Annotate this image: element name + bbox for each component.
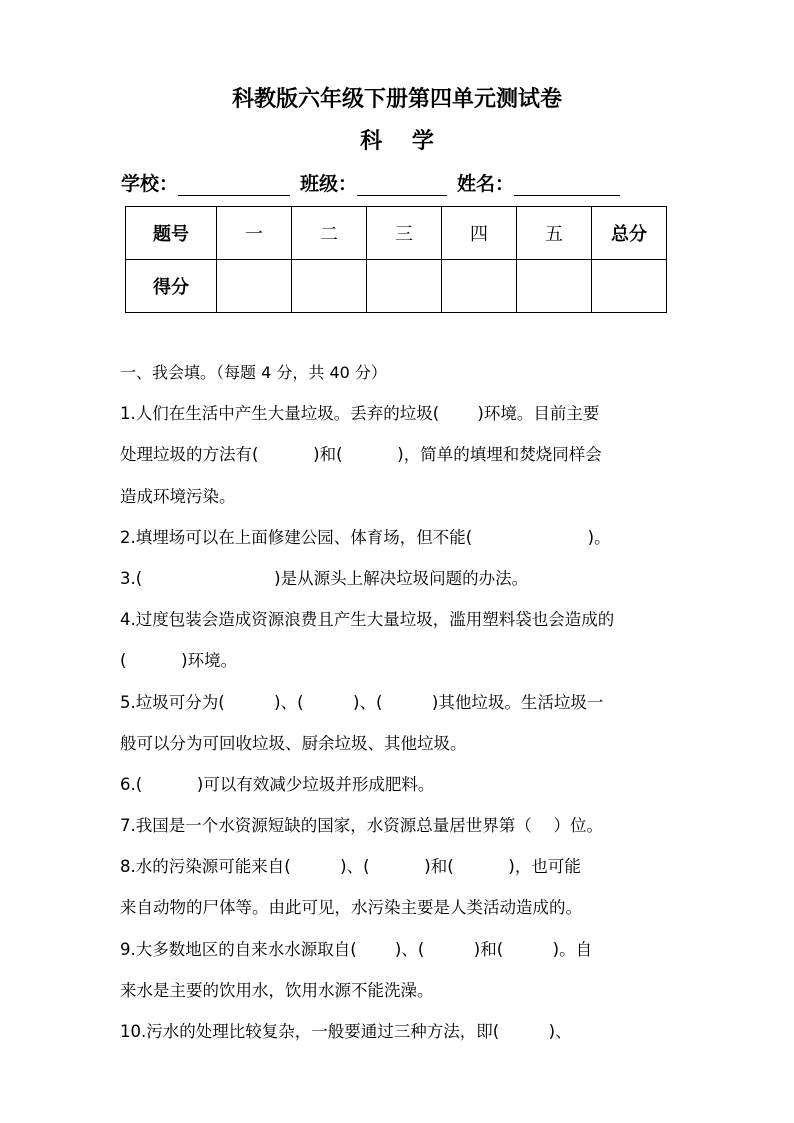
score-row-label: 得分: [126, 260, 217, 313]
question-line: ( )环境。: [120, 651, 238, 671]
table-header-cell: 五: [517, 207, 592, 260]
question-line: 2.填埋场可以在上面修建公园、体育场，但不能( )。: [120, 527, 611, 547]
score-cell[interactable]: [367, 260, 442, 313]
name-field[interactable]: [514, 175, 620, 196]
question-line: 9.大多数地区的自来水水源取自( )、( )和( )。自: [120, 939, 593, 959]
question-section: [120, 352, 680, 1052]
page-title: 科教版六年级下册第四单元测试卷: [231, 86, 562, 112]
table-header-cell: 题号: [126, 207, 217, 260]
question-line: 造成环境污染。: [120, 486, 236, 506]
table-header-cell: 总分: [592, 207, 667, 260]
question-line: 8.水的污染源可能来自( )、( )和( )，也可能: [120, 857, 581, 877]
question-line: 4.过度包装会造成资源浪费且产生大量垃圾，滥用塑料袋也会造成的: [120, 610, 615, 630]
question-line: 1.人们在生活中产生大量垃圾。丢弃的垃圾( )环境。目前主要: [120, 404, 600, 424]
subject-heading: 科 学: [360, 128, 434, 154]
name-label: 姓名：: [457, 173, 515, 195]
question-line: 10.污水的处理比较复杂，一般要通过三种方法，即( )、: [120, 1022, 572, 1041]
question-line: 7.我国是一个水资源短缺的国家，水资源总量居世界第（ ）位。: [120, 816, 603, 836]
question-line: 处理垃圾的方法有( )和( )，简单的填埋和焚烧同样会: [120, 445, 602, 465]
score-table-header-row: [126, 207, 667, 260]
question-line: 来自动物的尸体等。由此可见，水污染主要是人类活动造成的。: [120, 898, 582, 918]
table-header-cell: 一: [217, 207, 292, 260]
table-header-cell: 三: [367, 207, 442, 260]
school-field[interactable]: [178, 175, 290, 196]
question-line: 来水是主要的饮用水，饮用水源不能洗澡。: [120, 980, 434, 1000]
score-cell[interactable]: [442, 260, 517, 313]
score-cell[interactable]: [292, 260, 367, 313]
section-heading: 一、我会填。（每题 4 分，共 40 分）: [120, 363, 387, 382]
score-cell[interactable]: [217, 260, 292, 313]
class-label: 班级：: [300, 173, 358, 195]
question-line: 6.( )可以有效减少垃圾并形成肥料。: [120, 774, 435, 794]
score-cell[interactable]: [592, 260, 667, 313]
score-cell[interactable]: [517, 260, 592, 313]
table-header-cell: 二: [292, 207, 367, 260]
question-line: 5.垃圾可分为( )、( )、( )其他垃圾。生活垃圾一: [120, 692, 604, 712]
question-line: 3.( )是从源头上解决垃圾问题的办法。: [120, 568, 529, 588]
school-label: 学校：: [121, 173, 179, 195]
question-line: 般可以分为可回收垃圾、厨余垃圾、其他垃圾。: [120, 733, 467, 753]
student-info-row: [121, 170, 630, 196]
score-table-score-row: [126, 260, 667, 313]
class-field[interactable]: [357, 175, 447, 196]
score-table: [125, 206, 667, 313]
table-header-cell: 四: [442, 207, 517, 260]
